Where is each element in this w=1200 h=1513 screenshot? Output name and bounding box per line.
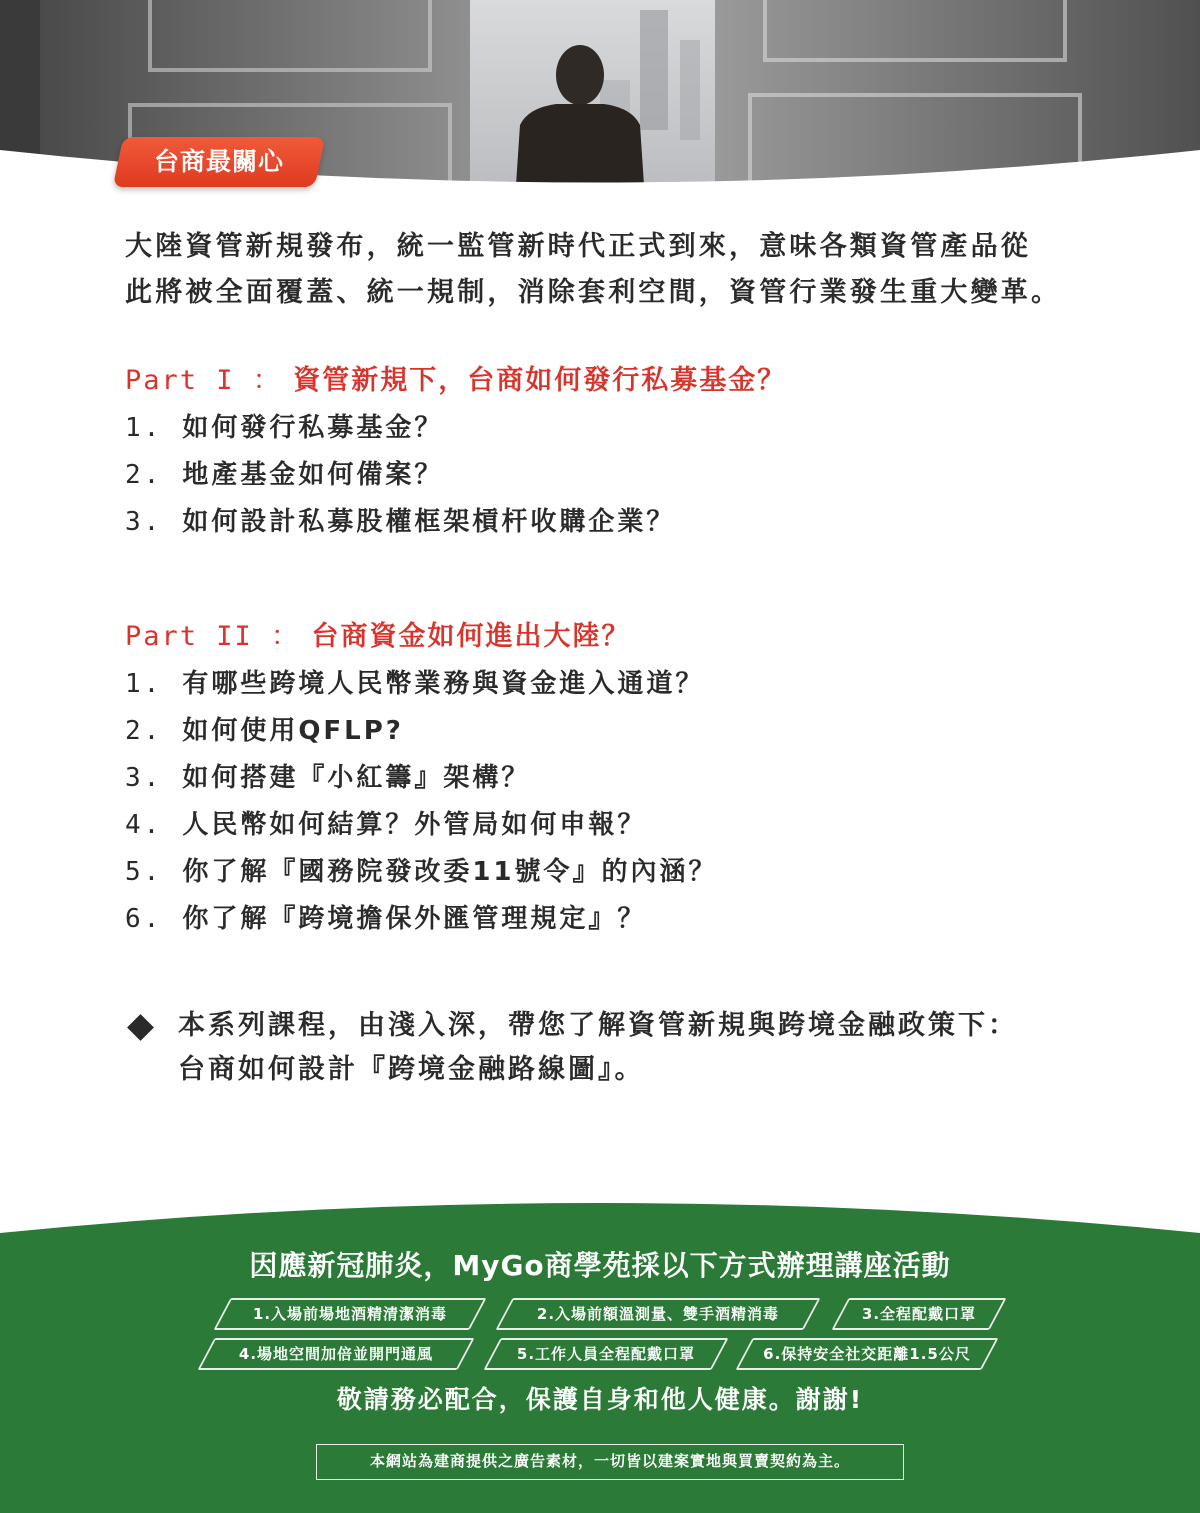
measure-badge: 6.保持安全社交距離1.5公尺	[744, 1338, 990, 1370]
part-1-label: Part I ：	[125, 365, 282, 396]
intro-line: 此將被全面覆蓋、統一規制，消除套利空間，資管行業發生重大變革。	[125, 277, 1062, 308]
list-item: 3. 如何搭建『小紅籌』架構？	[125, 763, 531, 793]
diamond-bullet-icon	[127, 1014, 154, 1041]
intro-line: 大陸資管新規發布，統一監管新時代正式到來，意味各類資管產品從	[125, 231, 1031, 262]
list-item: 1. 如何發行私募基金？	[125, 413, 444, 443]
part-1-heading: 資管新規下，台商如何發行私募基金？	[293, 365, 787, 396]
note-line: 台商如何設計『跨境金融路線圖』。	[178, 1054, 645, 1085]
measure-badge: 4.場地空間加倍並開門通風	[206, 1338, 466, 1370]
part-1-section	[125, 357, 1125, 546]
part-2-section	[125, 613, 1125, 943]
part-2-label: Part II ：	[125, 621, 301, 652]
list-item: 1. 有哪些跨境人民幣業務與資金進入通道？	[125, 669, 705, 699]
part-2-title	[125, 613, 1125, 661]
measure-badge: 1.入場前場地酒精清潔消毒	[222, 1298, 478, 1330]
list-item: 2. 如何使用QFLP?	[125, 716, 404, 746]
note-line: 本系列課程，由淺入深，帶您了解資管新規與跨境金融政策下：	[178, 1010, 1018, 1041]
notice-title: 因應新冠肺炎，MyGo商學苑採以下方式辦理講座活動	[249, 1249, 951, 1282]
course-note	[125, 1004, 1125, 1092]
list-item: 5. 你了解『國務院發改委11號令』的內涵？	[125, 857, 718, 887]
measure-badge: 3.全程配戴口罩	[840, 1298, 998, 1330]
tag-badge: 台商最關心	[153, 147, 284, 176]
part-2-heading: 台商資金如何進出大陸？	[311, 621, 631, 652]
list-item: 2. 地產基金如何備案？	[125, 460, 444, 490]
list-item: 3. 如何設計私募股權框架槓杆收購企業？	[125, 507, 676, 537]
measure-badge: 2.入場前額溫測量、雙手酒精消毒	[504, 1298, 812, 1330]
intro-paragraph	[125, 224, 1145, 316]
appeal-text: 敬請務必配合，保護自身和他人健康。謝謝!	[336, 1385, 864, 1414]
measure-badge: 5.工作人員全程配戴口罩	[492, 1338, 720, 1370]
part-1-title	[125, 357, 1125, 405]
list-item: 4. 人民幣如何結算？外管局如何申報？	[125, 810, 647, 840]
disclaimer-box: 本網站為建商提供之廣告素材，一切皆以建案實地與買賣契約為主。	[316, 1444, 904, 1480]
list-item: 6. 你了解『跨境擔保外匯管理規定』？	[125, 904, 647, 934]
